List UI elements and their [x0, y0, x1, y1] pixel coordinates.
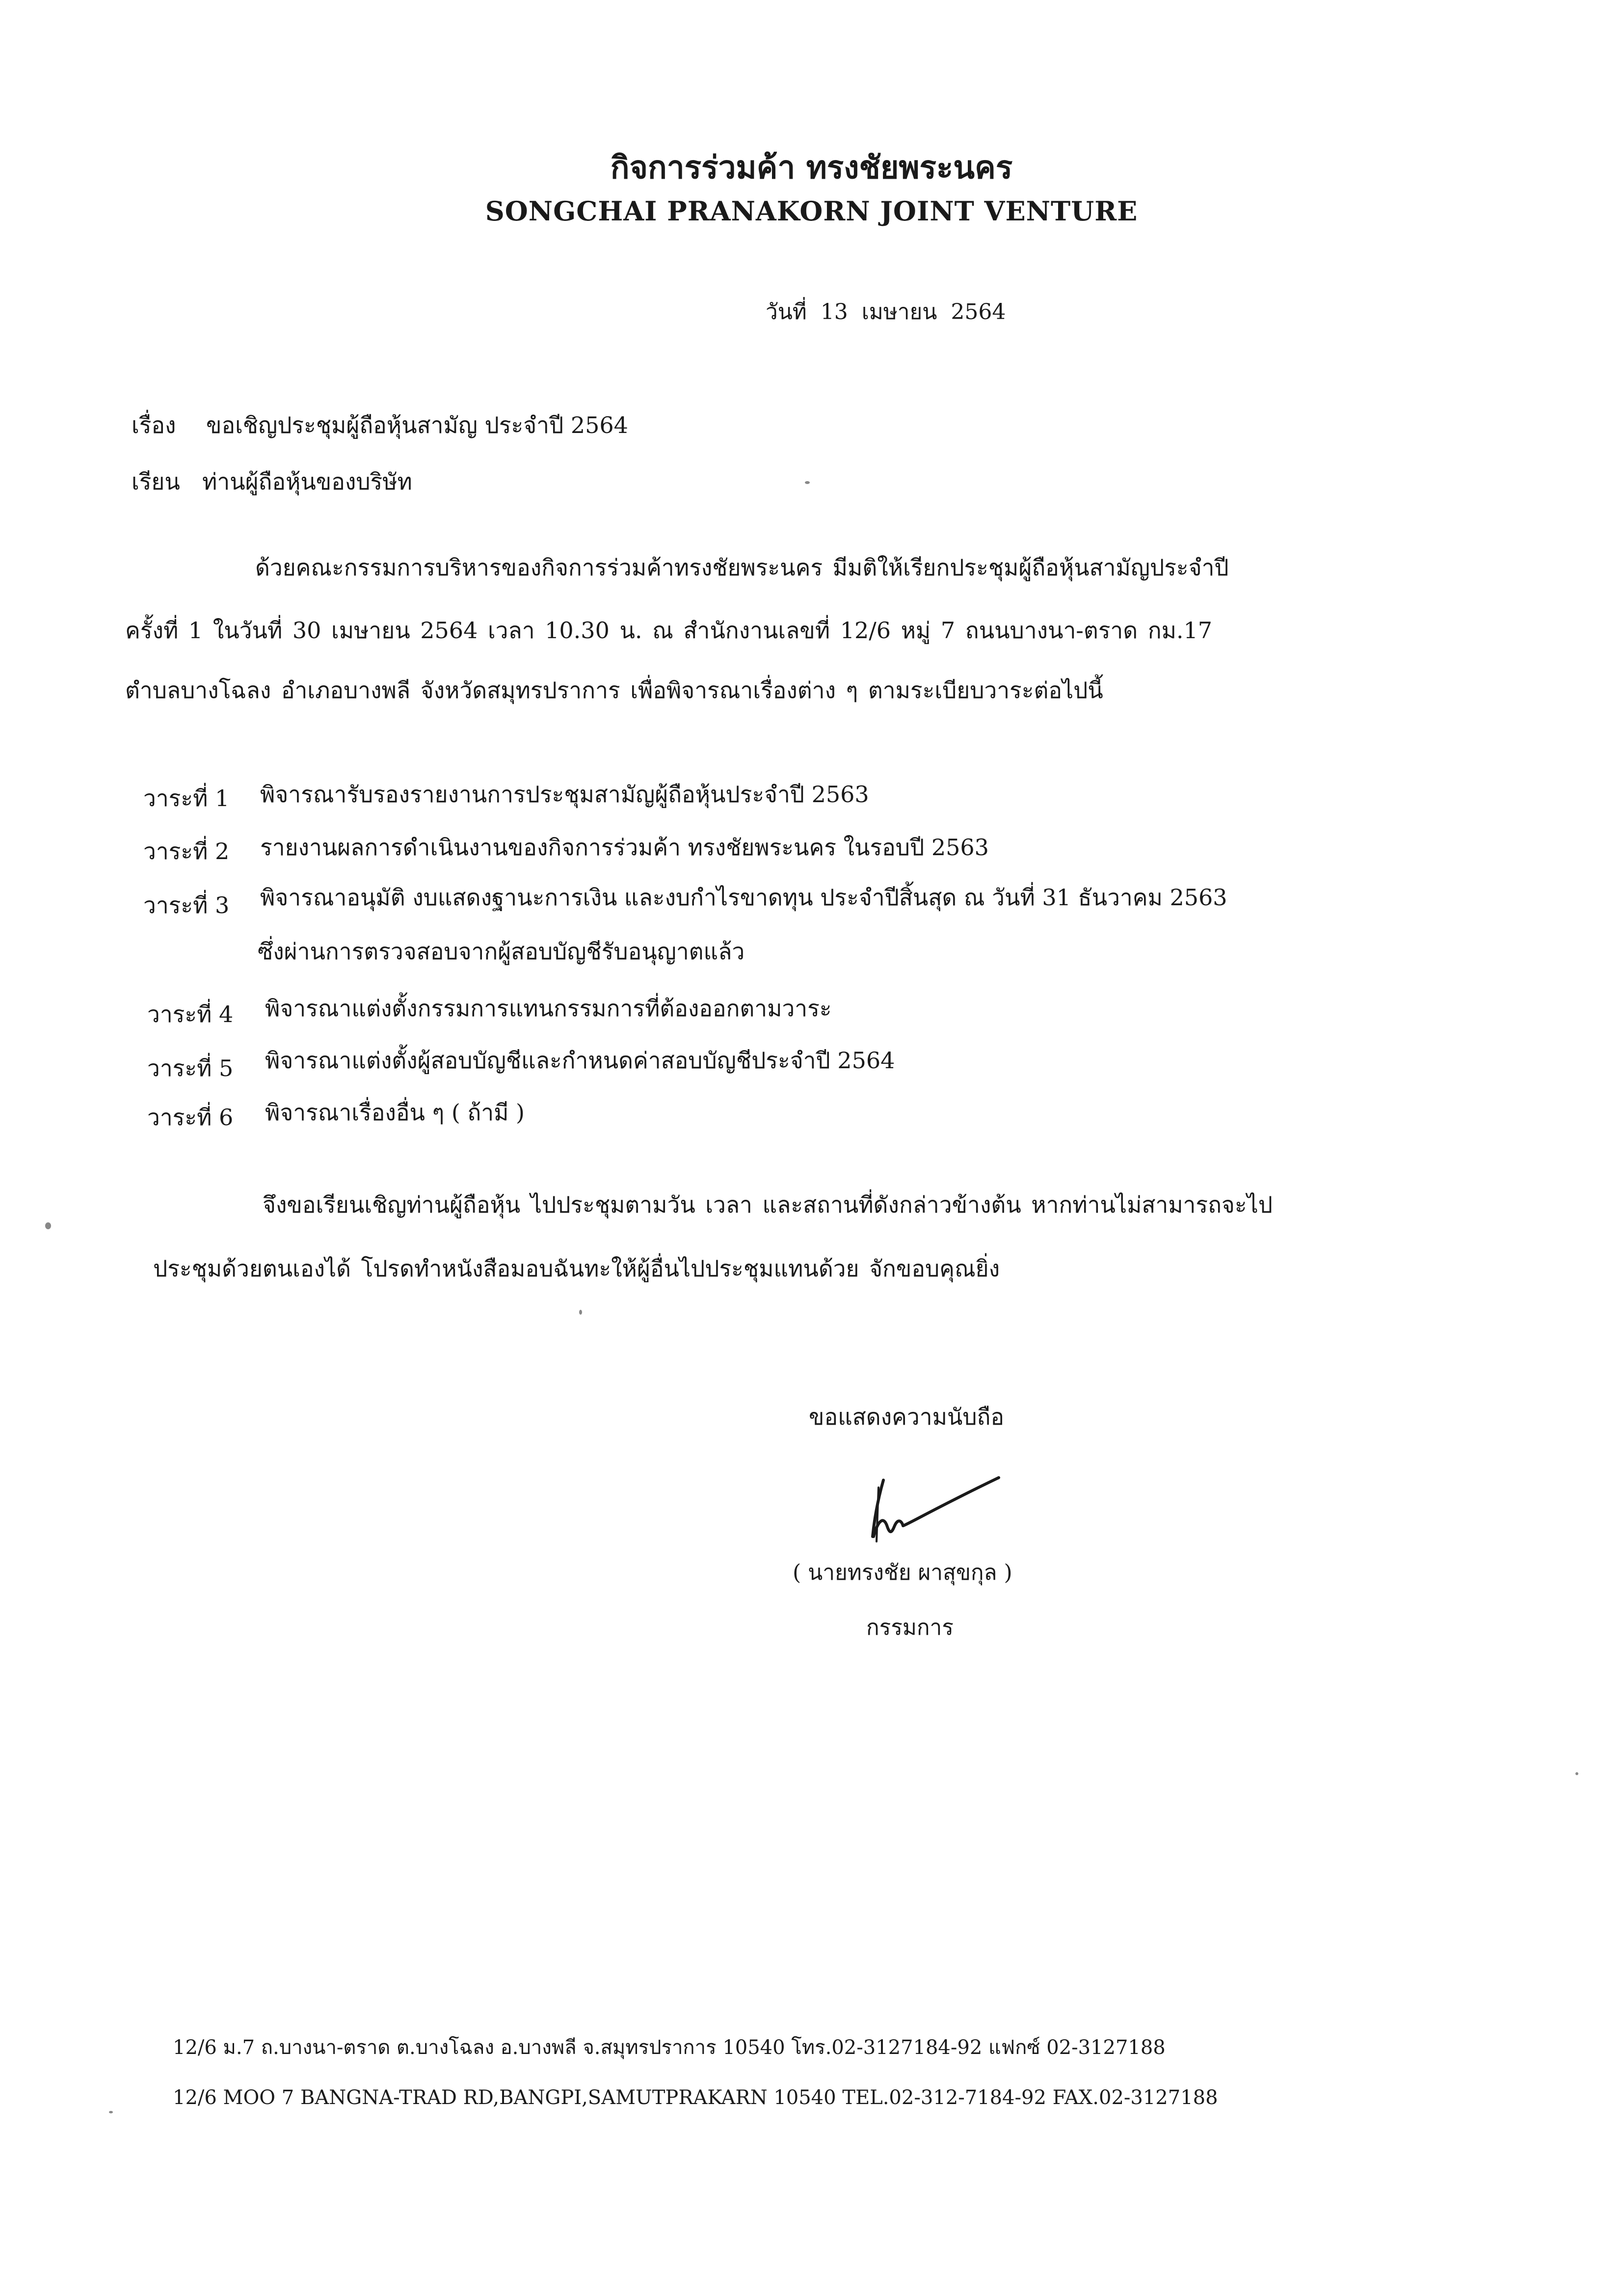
agenda-6-label: วาระที่ 6	[147, 1104, 234, 1131]
intro-line-3: ตำบลบางโฉลง อำเภอบางพลี จังหวัดสมุทรปราการ เพื่อพิจารณาเรื่องต่าง ๆ ตามระเบียบวาระต่อไปนี้	[125, 677, 1103, 703]
subject-label: เรื่อง	[132, 412, 176, 438]
closing-phrase: ขอแสดงความนับถือ	[809, 1404, 1005, 1430]
agenda-5-text: พิจารณาแต่งตั้งผู้สอบบัญชีและกำหนดค่าสอบบัญชีประจำปี 2564	[265, 1047, 895, 1074]
signatory-name: ( นายทรงชัย ผาสุขกุล )	[793, 1560, 1012, 1585]
scan-speck	[805, 481, 810, 484]
subject-text: ขอเชิญประชุมผู้ถือหุ้นสามัญ ประจำปี 2564	[206, 412, 628, 438]
agenda-3-continuation: ซึ่งผ่านการตรวจสอบจากผู้สอบบัญชีรับอนุญาตแล้ว	[258, 938, 745, 965]
agenda-4-text: พิจารณาแต่งตั้งกรรมการแทนกรรมการที่ต้องออกตามวาระ	[265, 995, 832, 1022]
company-name-english: SONGCHAI PRANAKORN JOINT VENTURE	[485, 195, 1138, 227]
intro-line-2: ครั้งที่ 1 ในวันที่ 30 เมษายน 2564 เวลา 10.30 น. ณ สำนักงานเลขที่ 12/6 หมู่ 7 ถนนบางนา-ตราด กม.17	[125, 617, 1213, 644]
invitation-line-2: ประชุมด้วยตนเองได้ โปรดทำหนังสือมอบฉันทะให้ผู้อื่นไปประชุมแทนด้วย จักขอบคุณยิ่ง	[153, 1255, 1000, 1282]
footer-address-thai: 12/6 ม.7 ถ.บางนา-ตราด ต.บางโฉลง อ.บางพลี จ.สมุทรปราการ 10540 โทร.02-3127184-92 แฟกซ์ 02-3127188	[173, 2036, 1166, 2059]
agenda-2-text: รายงานผลการดำเนินงานของกิจการร่วมค้า ทรงชัยพระนคร ในรอบปี 2563	[260, 834, 989, 861]
letter-date: วันที่ 13 เมษายน 2564	[766, 299, 1006, 324]
scan-speck	[45, 1222, 51, 1229]
agenda-5-label: วาระที่ 5	[147, 1055, 234, 1081]
agenda-1-label: วาระที่ 1	[143, 785, 230, 811]
scan-speck	[1575, 1772, 1578, 1775]
scan-speck	[579, 1310, 582, 1315]
agenda-2-label: วาระที่ 2	[143, 838, 230, 864]
handwritten-signature	[864, 1468, 1011, 1546]
agenda-3-label: วาระที่ 3	[143, 892, 230, 918]
intro-line-1: ด้วยคณะกรรมการบริหารของกิจการร่วมค้าทรงชัยพระนคร มีมติให้เรียกประชุมผู้ถือหุ้นสามัญประจำปี	[255, 554, 1229, 581]
footer-address-english: 12/6 MOO 7 BANGNA-TRAD RD,BANGPI,SAMUTPRAKARN 10540 TEL.02-312-7184-92 FAX.02-3127188	[173, 2086, 1218, 2109]
agenda-4-label: วาระที่ 4	[147, 1001, 234, 1027]
recipient-text: ท่านผู้ถือหุ้นของบริษัท	[202, 468, 412, 495]
agenda-1-text: พิจารณารับรองรายงานการประชุมสามัญผู้ถือหุ้นประจำปี 2563	[260, 781, 869, 808]
scan-speck	[109, 2111, 113, 2113]
recipient-label: เรียน	[132, 468, 180, 495]
invitation-line-1: จึงขอเรียนเชิญท่านผู้ถือหุ้น ไปประชุมตามวัน เวลา และสถานที่ดังกล่าวข้างต้น หากท่านไม่สามารถจะไป	[263, 1191, 1273, 1218]
company-name-thai: กิจการร่วมค้า ทรงชัยพระนคร	[610, 149, 1013, 186]
signatory-position: กรรมการ	[866, 1615, 954, 1640]
agenda-6-text: พิจารณาเรื่องอื่น ๆ ( ถ้ามี )	[265, 1099, 525, 1126]
agenda-3-text: พิจารณาอนุมัติ งบแสดงฐานะการเงิน และงบกำไรขาดทุน ประจำปีสิ้นสุด ณ วันที่ 31 ธันวาคม 2563	[260, 884, 1227, 911]
